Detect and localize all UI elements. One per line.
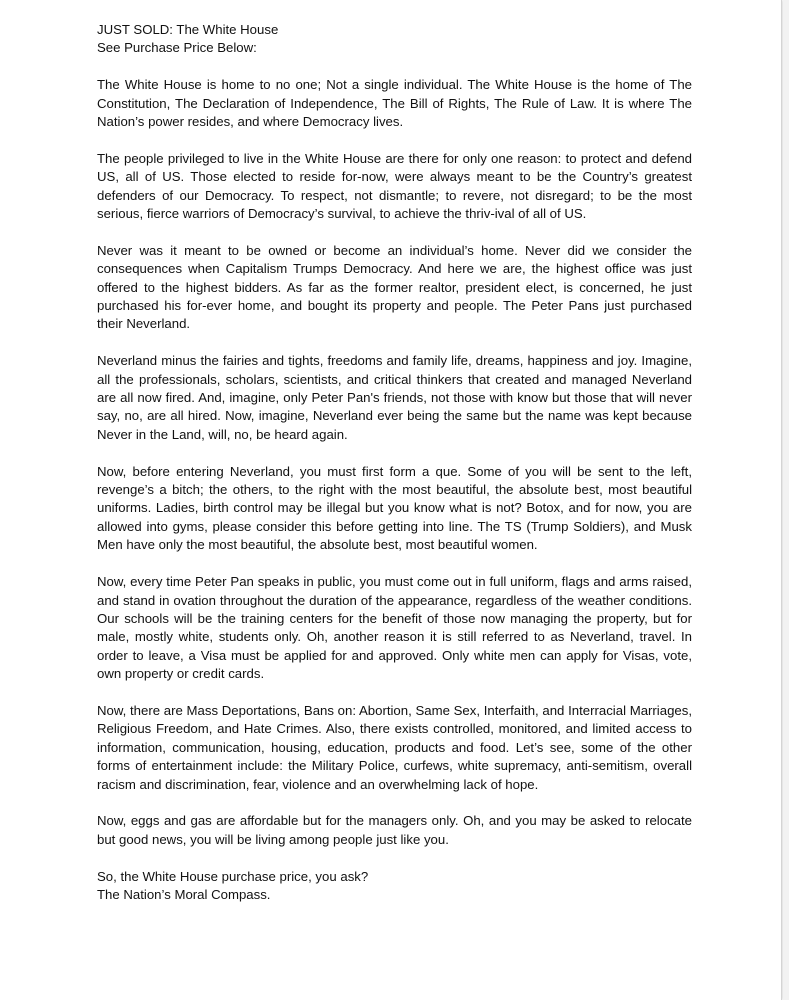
closing-answer: The Nation’s Moral Compass. — [97, 886, 271, 902]
paragraph-6: Now, every time Peter Pan speaks in public, you must come out in full uniform, flags and arms raised, and stand in ovation throughout the duration of the appearance, regardless of the weather conditions. Our schools will be the training centers for the benefit of those now managing the property, but for male, mostly white, students only. Oh, another reason it is still referred to as Neverland, travel. In order to leave, a Visa must be applied for and approved. Only white men can apply for Visas, vote, own property or credit cards. — [97, 574, 692, 682]
paragraph-2: The people privileged to live in the White House are there for only one reason: to protect and defend US, all of US. Those elected to reside for-now, were always meant to be the Country’s greatest defenders of our Democracy. To respect, not dismantle; to revere, not disregard; to be the most serious, fierce warriors of Democracy’s survival, to achieve the thriv-ival of all of US. — [97, 150, 692, 222]
heading-subtitle: See Purchase Price Below: — [97, 40, 257, 56]
closing-question: So, the White House purchase price, you ask? — [97, 868, 369, 884]
heading-title: JUST SOLD: The White House — [97, 22, 279, 37]
paragraph-4: Neverland minus the fairies and tights, freedoms and family life, dreams, happiness and joy. Imagine, all the professionals, scholars, scientists, and critical thinkers that created and managed Neverland are all now fired. And, imagine, only Peter Pan's friends, not those with know but those that will never say, no, are all hired. Now, imagine, Neverland ever being the same but the name was kept because Never in the Land, will, no, be heard again. — [97, 353, 692, 442]
paragraph-3: Never was it meant to be owned or become an individual’s home. Never did we consider the consequences when Capitalism Trumps Democracy. And here we are, the highest office was just offered to the highest bidders. As far as the former realtor, president elect, is concerned, he just purchased his for-ever home, and bought its property and people. The Peter Pans just purchased their Neverland. — [97, 242, 692, 332]
document-body — [97, 21, 692, 904]
paragraph-7: Now, there are Mass Deportations, Bans on: Abortion, Same Sex, Interfaith, and Interracial Marriages, Religious Freedom, and Hate Crimes. Also, there exists controlled, monitored, and limited access to information, communication, housing, education, products and food. Let’s see, some of the other forms of entertainment include: the Military Police, curfews, white supremacy, anti-semitism, overall racism and discrimination, fear, violence and an overwhelming lack of hope. — [97, 702, 692, 792]
page-edge — [783, 0, 789, 1000]
document-heading — [97, 21, 692, 58]
document-closing — [97, 868, 692, 905]
paragraph-8: Now, eggs and gas are affordable but for the managers only. Oh, and you may be asked to relocate but good news, you will be living among people just like you. — [97, 813, 692, 847]
paragraph-1: The White House is home to no one; Not a single individual. The White House is the home of The Constitution, The Declaration of Independence, The Bill of Rights, The Rule of Law. It is where The Nation’s power resides, and where Democracy lives. — [97, 77, 692, 130]
paragraph-5: Now, before entering Neverland, you must first form a que. Some of you will be sent to the left, revenge’s a bitch; the others, to the right with the most beautiful, the absolute best, most beautiful uniforms. Ladies, birth control may be illegal but you know what is not? Botox, and for now, you are allowed into gyms, please consider this before getting into line. The TS (Trump Soldiers), and Musk Men have only the most beautiful, the absolute best, most beautiful women. — [97, 463, 692, 553]
